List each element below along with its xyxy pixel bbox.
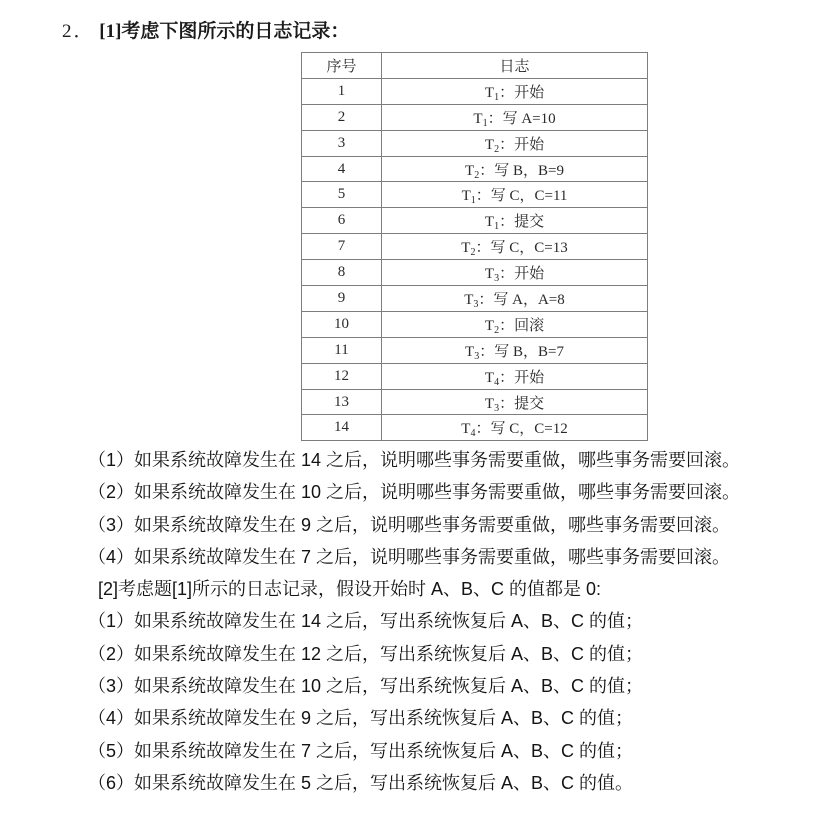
log-cell: $T_3$：写 B，B=7 [382,337,648,363]
part2-question-item: （5）如果系统故障发生在 7 之后，写出系统恢复后 A、B、C 的值； [88,740,634,761]
table-row [302,78,648,104]
page-title [62,20,349,44]
questions [0,444,828,799]
question-number: 2． [62,21,95,42]
log-cell: $T_4$：写 C，C=12 [382,415,648,441]
part1-question-item: （2）如果系统故障发生在 10 之后，说明哪些事务需要重做，哪些事务需要回滚。 [88,482,741,503]
table-row [302,311,648,337]
table-row [302,130,648,156]
part2-question-item: （3）如果系统故障发生在 10 之后，写出系统恢复后 A、B、C 的值； [88,676,644,697]
part1-question-item: （3）如果系统故障发生在 9 之后，说明哪些事务需要重做，哪些事务需要回滚。 [88,514,731,535]
table-row [302,363,648,389]
seq-cell: 1 [302,78,382,104]
seq-cell: 5 [302,182,382,208]
seq-cell: 3 [302,130,382,156]
part1-tag: [1] [99,21,122,42]
log-cell: $T_1$：写 A=10 [382,104,648,130]
seq-cell: 14 [302,415,382,441]
question-title-text: 考虑下图所示的日志记录： [121,21,350,42]
seq-cell: 12 [302,363,382,389]
table-row [302,286,648,312]
part2-question-item: （2）如果系统故障发生在 12 之后，写出系统恢复后 A、B、C 的值； [88,643,644,664]
part2-question-item: （6）如果系统故障发生在 5 之后，写出系统恢复后 A、B、C 的值。 [88,772,634,793]
seq-cell: 13 [302,389,382,415]
log-cell: $T_1$：写 C，C=11 [382,182,648,208]
part2-question-item: （1）如果系统故障发生在 14 之后，写出系统恢复后 A、B、C 的值； [88,611,644,632]
table-row [302,182,648,208]
table-row [302,234,648,260]
log-cell: $T_2$：开始 [382,130,648,156]
part2-intro: [2]考虑题[1]所示的日志记录，假设开始时 A、B、C 的值都是 0: [98,579,602,600]
log-cell: $T_2$：回滚 [382,311,648,337]
seq-cell: 7 [302,234,382,260]
seq-cell: 9 [302,286,382,312]
part1-question-item: （4）如果系统故障发生在 7 之后，说明哪些事务需要重做，哪些事务需要回滚。 [88,546,731,567]
log-table [301,52,648,441]
seq-cell: 11 [302,337,382,363]
log-cell: $T_4$：开始 [382,363,648,389]
seq-cell: 10 [302,311,382,337]
table-row [302,156,648,182]
seq-cell: 2 [302,104,382,130]
seq-cell: 8 [302,260,382,286]
seq-cell: 6 [302,208,382,234]
table-row [302,260,648,286]
part1-question-item: （1）如果系统故障发生在 14 之后，说明哪些事务需要重做，哪些事务需要回滚。 [88,450,741,470]
log-cell: $T_2$：写 C，C=13 [382,234,648,260]
log-cell: $T_3$：提交 [382,389,648,415]
table-row [302,337,648,363]
seq-cell: 4 [302,156,382,182]
log-cell: $T_1$：提交 [382,208,648,234]
log-cell: $T_2$：写 B，B=9 [382,156,648,182]
table-header-row [302,53,648,79]
table-row [302,415,648,441]
part2-question-item: （4）如果系统故障发生在 9 之后，写出系统恢复后 A、B、C 的值； [88,708,634,729]
col-header-log: 日志 [382,53,648,79]
log-table-body [302,78,648,440]
log-cell: $T_3$：开始 [382,260,648,286]
table-row [302,208,648,234]
col-header-seq: 序号 [302,53,382,79]
table-row [302,389,648,415]
log-cell: $T_1$：开始 [382,78,648,104]
table-row [302,104,648,130]
log-cell: $T_3$：写 A，A=8 [382,286,648,312]
